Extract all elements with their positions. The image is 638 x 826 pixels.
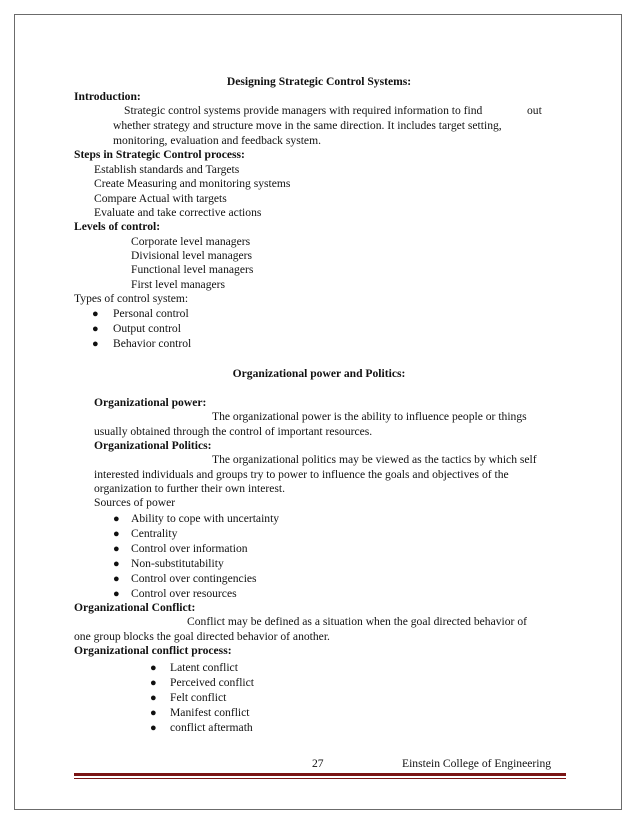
intro-line-2: whether strategy and structure move in the same direction. It includes target setting, <box>113 119 502 132</box>
intro-line-1: Strategic control systems provide managers with required information to find <box>124 104 483 117</box>
power-line-2: usually obtained through the control of important resources. <box>94 425 373 438</box>
bullet-icon: ● <box>113 528 120 540</box>
process-item: Latent conflict <box>170 661 238 674</box>
bullet-icon: ● <box>92 308 99 320</box>
process-item: Felt conflict <box>170 691 227 704</box>
heading-org-politics: Organizational Politics: <box>94 439 212 452</box>
step-item: Evaluate and take corrective actions <box>94 206 262 219</box>
heading-levels: Levels of control: <box>74 220 161 233</box>
source-item: Control over information <box>131 542 248 555</box>
bullet-icon: ● <box>113 513 120 525</box>
bullet-icon: ● <box>113 558 120 570</box>
heading-org-conflict: Organizational Conflict: <box>74 601 196 614</box>
heading-sources: Sources of power <box>94 496 176 509</box>
bullet-icon: ● <box>150 692 157 704</box>
heading-steps: Steps in Strategic Control process: <box>74 148 245 161</box>
bullet-icon: ● <box>113 573 120 585</box>
footer-rule <box>74 773 566 776</box>
step-item: Establish standards and Targets <box>94 163 240 176</box>
bullet-icon: ● <box>92 323 99 335</box>
bullet-icon: ● <box>113 588 120 600</box>
source-item: Ability to cope with uncertainty <box>131 512 280 525</box>
source-item: Control over contingencies <box>131 572 257 585</box>
heading-types: Types of control system: <box>74 292 189 305</box>
footer-rule-thin <box>74 778 566 779</box>
bullet-icon: ● <box>92 338 99 350</box>
bullet-icon: ● <box>150 722 157 734</box>
process-item: conflict aftermath <box>170 721 253 734</box>
step-item: Compare Actual with targets <box>94 192 227 205</box>
level-item: First level managers <box>131 278 226 291</box>
heading-org-power: Organizational power: <box>94 396 207 409</box>
level-item: Divisional level managers <box>131 249 253 262</box>
conflict-line-2: one group blocks the goal directed behavior of another. <box>74 630 330 643</box>
heading-conflict-process: Organizational conflict process: <box>74 644 232 657</box>
level-item: Functional level managers <box>131 263 254 276</box>
step-item: Create Measuring and monitoring systems <box>94 177 291 190</box>
page-number: 27 <box>312 757 324 770</box>
source-item: Centrality <box>131 527 178 540</box>
conflict-line-1: Conflict may be defined as a situation when the goal directed behavior of <box>187 615 527 628</box>
bullet-icon: ● <box>150 707 157 719</box>
politics-line-3: organization to further their own interest. <box>94 482 286 495</box>
process-item: Manifest conflict <box>170 706 250 719</box>
power-line-1: The organizational power is the ability to influence people or things <box>212 410 527 423</box>
source-item: Non-substitutability <box>131 557 224 570</box>
intro-line-3: monitoring, evaluation and feedback system. <box>113 134 321 147</box>
type-item: Output control <box>113 322 181 335</box>
bullet-icon: ● <box>150 662 157 674</box>
section-title-power-politics: Organizational power and Politics: <box>232 367 406 380</box>
intro-line-1-end: out <box>527 104 542 117</box>
process-item: Perceived conflict <box>170 676 255 689</box>
level-item: Corporate level managers <box>131 235 251 248</box>
footer-college-name: Einstein College of Engineering <box>402 757 552 770</box>
politics-line-2: interested individuals and groups try to power to influence the goals and objectives of the <box>94 468 509 481</box>
type-item: Personal control <box>113 307 189 320</box>
bullet-icon: ● <box>113 543 120 555</box>
type-item: Behavior control <box>113 337 192 350</box>
heading-introduction: Introduction: <box>74 90 141 103</box>
section-title-strategic-control: Designing Strategic Control Systems: <box>226 75 412 88</box>
bullet-icon: ● <box>150 677 157 689</box>
source-item: Control over resources <box>131 587 237 600</box>
politics-line-1: The organizational politics may be viewed as the tactics by which self <box>212 453 537 466</box>
